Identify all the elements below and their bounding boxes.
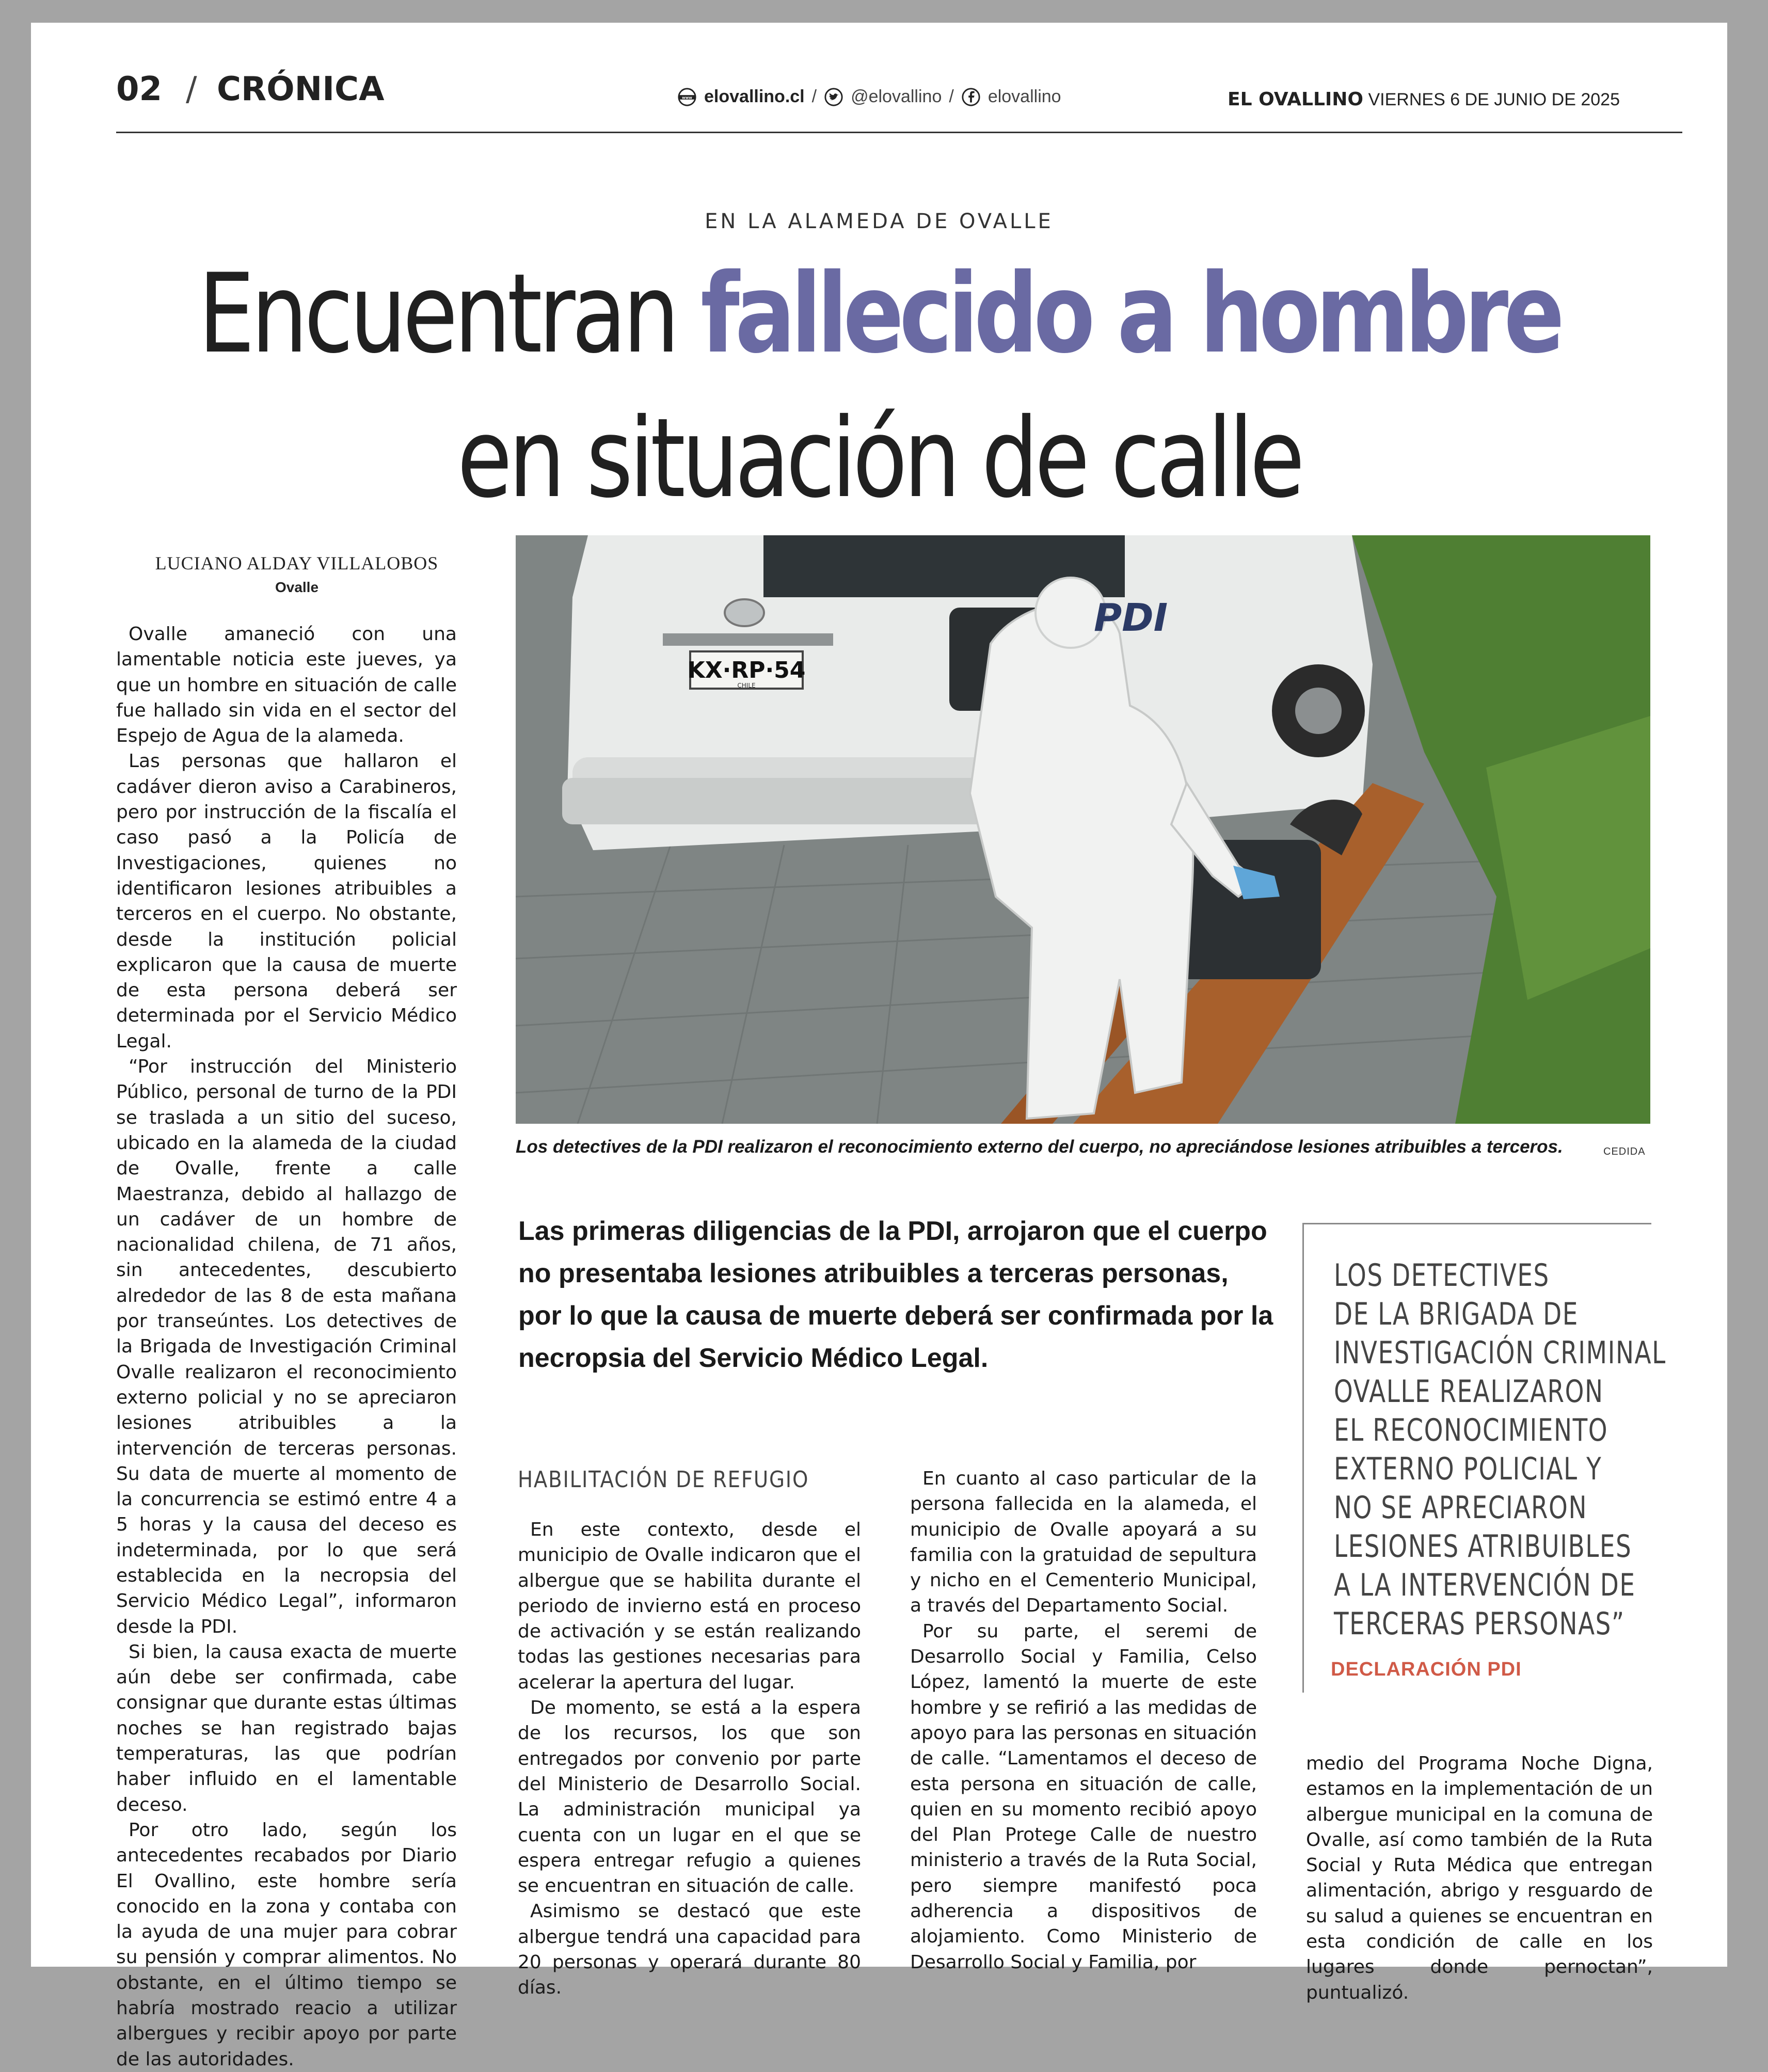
masthead [1228,89,1620,110]
byline: LUCIANO ALDAY VILLALOBOS [155,553,439,573]
paragraph: Por otro lado, según los antecedentes recabados por Diario El Ovallino, este hombre sería conocido en la zona y contaba con la ayuda de una mujer para cobrar su pensión y comprar alimentos. No obstante, en el último tiempo se habría mostrado reacio a utilizar albergues y recibir apoyo por parte de las autoridades. [116,1819,457,2070]
paragraph: “Por instrucción del Ministerio Público, personal de turno de la PDI se traslada a un sitio del suceso, ubicado en la alameda de la ciudad de Ovalle, frente a calle Maestranza, debido al hallazgo de un cadáver de un hombre de nacionalidad chilena, de 71 años, sin antecedentes, descubierto alrededor de las 8 de esta mañana por transeúntes. Los detectives de la Brigada de Investigación Criminal Ovalle realizaron el reconocimiento externo policial y no se apreciaron lesiones atribuibles a la intervención de terceras personas. Su data de muerte al momento de la concurrencia se estimó entre 4 a 5 horas y la causa del deceso es indeterminada, por lo que será establecida en la necropsia del Servicio Médico Legal”, informaron desde la PDI. [116,1056,457,1637]
subheading: HABILITACIÓN DE REFUGIO [518,1467,809,1493]
social-links [677,87,1061,107]
header-separator: / [186,70,197,108]
headline-accent: fallecido a hombre [700,250,1560,377]
facebook-handle[interactable]: elovallino [987,87,1061,106]
dateline: Ovalle [275,579,319,595]
license-plate-country: CHILE [737,682,756,689]
pullquote-line: DE LA BRIGADA DE [1334,1296,1579,1332]
paragraph: Las personas que hallaron el cadáver dieron aviso a Carabineros, pero por instrucción de la fiscalía el caso pasó a la Policía de Investigaciones, quienes no identificaron lesiones atribuibles a terceros en el cuerpo. No obstante, desde la institución policial explicaron que la causa de muerte de esta persona deberá ser determinada por el Servicio Médico Legal. [116,751,457,1052]
pullquote-side-rule [1302,1223,1304,1693]
article-column-3 [910,1466,1257,1975]
pullquote-line: A LA INTERVENCIÓN DE [1334,1567,1636,1603]
kicker: EN LA ALAMEDA DE OVALLE [705,210,1054,233]
lead-paragraph [518,1210,1272,1379]
lead-line: necropsia del Servicio Médico Legal. [518,1343,989,1373]
website-link[interactable]: elovallino.cl [704,87,805,106]
article-column-1 [116,621,457,2072]
paragraph: En este contexto, desde el municipio de Ovalle indicaron que el albergue que se habilita durante el periodo de invierno está en proceso de activación y se están realizando todas las gestiones necesarias para acelerar la apertura del lugar. [518,1519,861,1693]
headline-line-1 [184,250,1575,377]
headline-plain: Encuentran [198,250,701,377]
pullquote-line: INVESTIGACIÓN CRIMINAL [1334,1335,1666,1371]
twitter-icon [824,87,843,107]
paragraph: medio del Programa Noche Digna, estamos en la implementación de un albergue municipal en la comuna de Ovalle, así como también de la Ruta Social y Ruta Médica que entregan alimentación, abrigo y resguardo de su salud a quienes se encuentran en esta condición de calle en los lugares donde pernoctan”, puntualizó. [1306,1753,1653,2003]
facebook-icon [961,87,981,107]
pullquote [1334,1256,1666,1644]
pullquote-line: EL RECONOCIMIENTO [1334,1412,1608,1448]
paragraph: Ovalle amaneció con una lamentable noticia este jueves, ya que un hombre en situación de calle fue hallado sin vida en el sector del Espejo de Agua de la alameda. [116,624,457,747]
paragraph: De momento, se está a la espera de los recursos, los que son entregados por convenio por parte del Ministerio de Desarrollo Social. La administración municipal ya cuenta con un lugar en el que se espera entregar refugio a quienes se encuentran en situación de calle. [518,1697,861,1897]
pullquote-line: TERCERAS PERSONAS” [1334,1606,1625,1642]
pullquote-line: EXTERNO POLICIAL Y [1334,1451,1602,1487]
lead-line: no presentaba lesiones atribuibles a terceras personas, [518,1258,1229,1288]
paragraph: Asimismo se destacó que este albergue tendrá una capacidad para 20 personas y operará durante 80 días. [518,1901,861,1999]
article-column-2 [518,1517,861,2001]
lead-line: Las primeras diligencias de la PDI, arrojaron que el cuerpo [518,1216,1267,1246]
paragraph: Por su parte, el seremi de Desarrollo Social y Familia, Celso López, lamentó la muerte de este hombre y se refirió a las medidas de apoyo para las personas en situación de calle. “Lamentamos el deceso de esta persona en situación de calle, quien en su momento recibió apoyo del Plan Protege Calle de nuestro ministerio a través de la Ruta Social, pero siempre manifestó poca adherencia a dispositivos de alojamiento. Como Ministerio de Desarrollo Social y Familia, por [910,1620,1257,1973]
divider-slash: / [949,87,954,106]
headline-line-2: en situación de calle [457,394,1301,522]
section-title: CRÓNICA [217,70,385,108]
pullquote-source: DECLARACIÓN PDI [1331,1659,1522,1680]
issue-date: VIERNES 6 DE JUNIO DE 2025 [1368,90,1620,109]
article-column-4 [1306,1751,1653,2005]
page-number: 02 [116,70,163,108]
pullquote-line: LESIONES ATRIBUIBLES [1334,1528,1632,1565]
pdi-suit-logo: PDI [1094,596,1168,640]
paragraph: En cuanto al caso particular de la persona fallecida en la alameda, el municipio de Ovalle apoyará a su familia con la gratuidad de sepultura y nicho en el Cementerio Municipal, a través del Departamento Social. [910,1468,1257,1617]
globe-icon [677,87,697,107]
header-rule [116,132,1682,133]
lead-line: por lo que la causa de muerte deberá ser confirmada por la [518,1301,1273,1331]
newspaper-name: EL OVALLINO [1228,89,1364,110]
photo-scene [516,535,1650,1124]
newspaper-page [31,23,1727,2070]
photo-caption: Los detectives de la PDI realizaron el reconocimiento externo del cuerpo, no apreciándose lesiones atribuibles a terceros. [516,1137,1563,1157]
license-plate: KX·RP·54 [687,657,806,683]
pullquote-line: OVALLE REALIZARON [1334,1374,1604,1410]
article-photo [516,535,1650,1124]
paragraph: Si bien, la causa exacta de muerte aún debe ser confirmada, cabe consignar que durante estas últimas noches se han registrado bajas temperaturas, las que podrían haber influido en el lamentable deceso. [116,1641,457,1815]
svg-text:www: www [682,94,692,100]
pullquote-top-rule [1302,1223,1651,1224]
pullquote-line: NO SE APRECIARON [1334,1490,1588,1526]
twitter-handle[interactable]: @elovallino [851,87,942,106]
photo-credit: CEDIDA [1603,1146,1646,1157]
pullquote-line: LOS DETECTIVES [1334,1257,1550,1294]
divider-slash: / [811,87,817,106]
